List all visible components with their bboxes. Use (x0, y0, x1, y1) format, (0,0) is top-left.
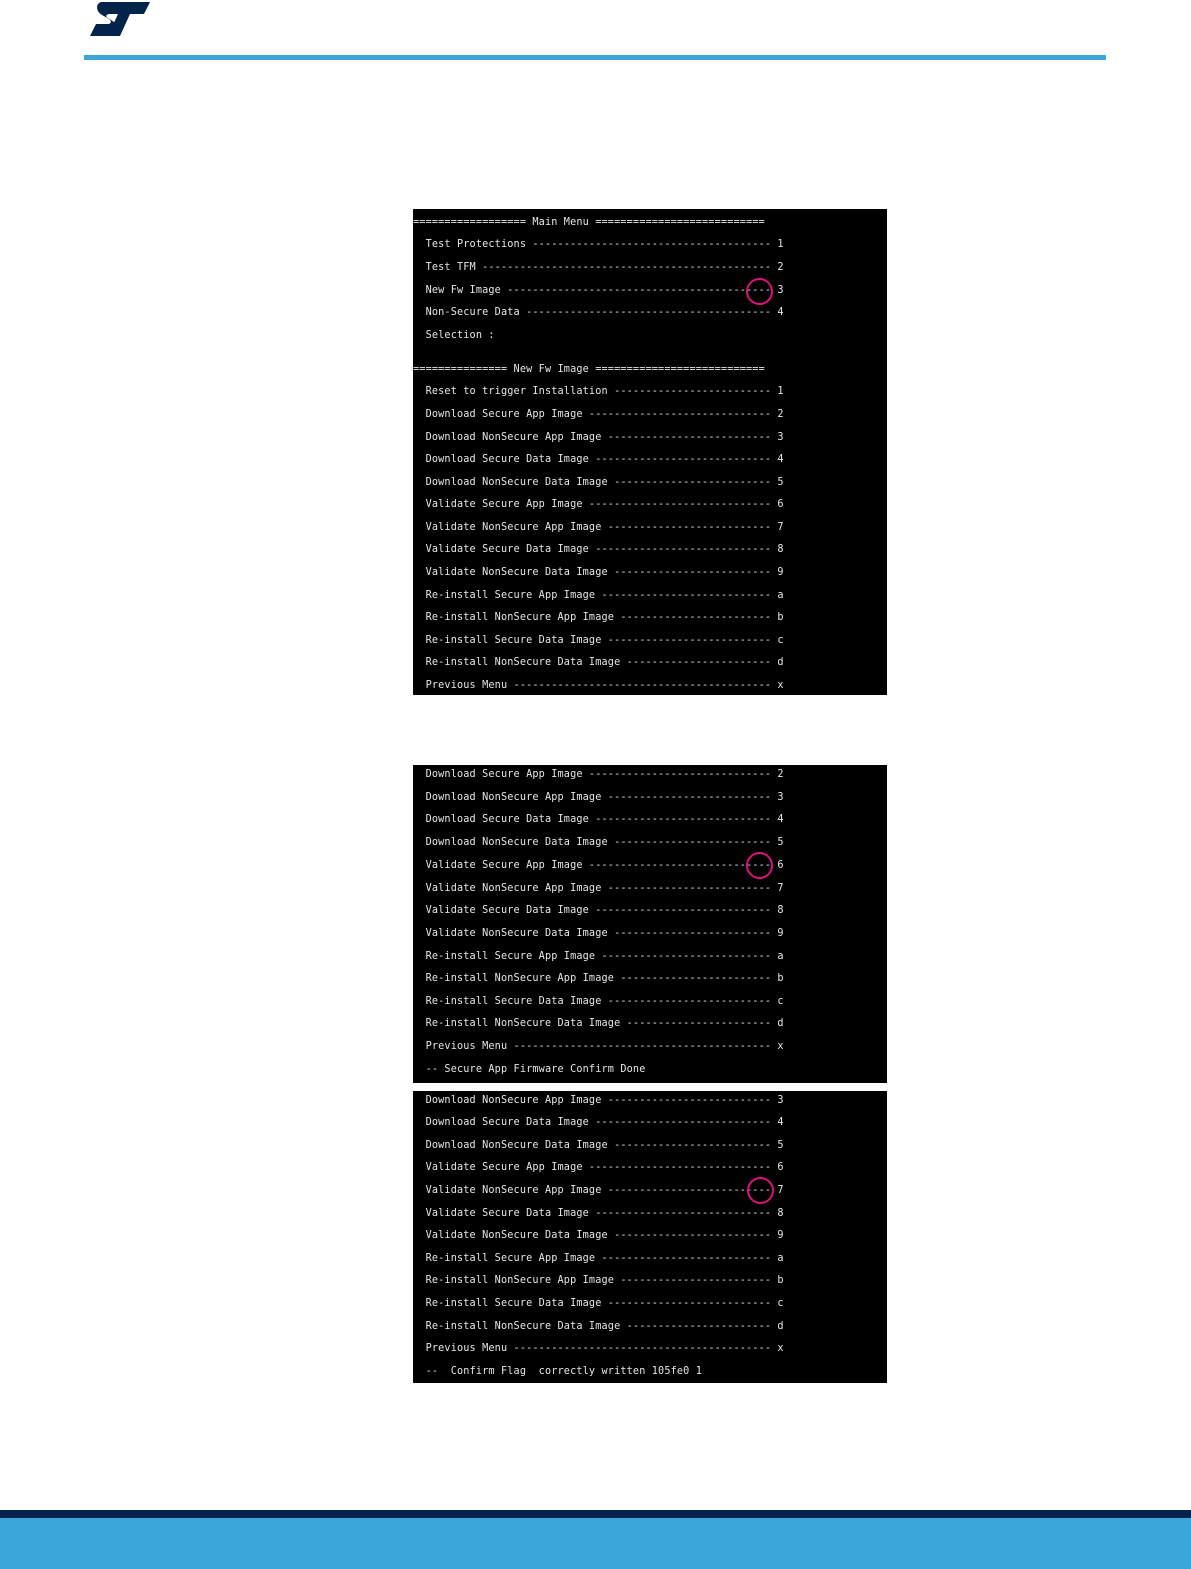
terminal-line: Previous Menu ----------------------------------------- x (413, 680, 784, 691)
terminal-line: Download NonSecure App Image -------------------------- 3 (413, 432, 784, 443)
terminal-line: Download NonSecure Data Image ------------------------- 5 (413, 477, 784, 488)
terminal-line: Download NonSecure Data Image ------------------------- 5 (413, 837, 784, 848)
terminal-line: Validate Secure App Image ----------------------------- 6 (413, 1162, 784, 1173)
terminal-line: Validate Secure Data Image ---------------------------- 8 (413, 1208, 784, 1219)
terminal-line: New Fw Image ------------------------------------------ 3 (413, 285, 784, 296)
header-divider (84, 55, 1106, 60)
terminal-line: Validate NonSecure App Image -------------------------- 7 (413, 1185, 784, 1196)
terminal-line: -- Confirm Flag correctly written 105fe0 1 (413, 1366, 703, 1377)
terminal-validate-nonsecure-app (413, 1091, 887, 1383)
selection-marker-validate-secure-app (746, 852, 773, 879)
terminal-line: Download Secure App Image ----------------------------- 2 (413, 769, 784, 780)
terminal-line: Reset to trigger Installation ------------------------- 1 (413, 386, 784, 397)
terminal-line: Re-install NonSecure Data Image ----------------------- d (413, 1321, 784, 1332)
terminal-line: Re-install NonSecure App Image ------------------------ b (413, 973, 784, 984)
footer-dark-rule (0, 1510, 1191, 1518)
terminal-line: =============== New Fw Image =========================== (413, 364, 765, 375)
selection-marker-validate-nonsecure-app (747, 1177, 774, 1204)
terminal-line: Validate Secure App Image ----------------------------- 6 (413, 860, 784, 871)
terminal-line: Validate NonSecure App Image -------------------------- 7 (413, 883, 784, 894)
terminal-line: Previous Menu ----------------------------------------- x (413, 1343, 784, 1354)
terminal-line: Re-install NonSecure Data Image ----------------------- d (413, 1018, 784, 1029)
terminal-line: Re-install NonSecure App Image ------------------------ b (413, 612, 784, 623)
terminal-line: Validate NonSecure Data Image ------------------------- 9 (413, 1230, 784, 1241)
terminal-line: Re-install Secure Data Image -------------------------- c (413, 1298, 784, 1309)
terminal-line: Download Secure App Image ----------------------------- 2 (413, 409, 784, 420)
terminal-line: Download NonSecure App Image -------------------------- 3 (413, 792, 784, 803)
terminal-validate-secure-app (413, 765, 887, 1083)
terminal-line: Validate NonSecure App Image -------------------------- 7 (413, 522, 784, 533)
terminal-line: Download Secure Data Image ---------------------------- 4 (413, 1117, 784, 1128)
selection-marker-new-fw-image (746, 278, 773, 305)
terminal-line: Selection : (413, 330, 495, 341)
st-logo-icon (84, 0, 154, 40)
terminal-line: Re-install NonSecure Data Image ----------------------- d (413, 657, 784, 668)
footer-band (0, 1518, 1191, 1569)
terminal-line: Previous Menu ----------------------------------------- x (413, 1041, 784, 1052)
terminal-line: Re-install Secure Data Image -------------------------- c (413, 996, 784, 1007)
terminal-line: Validate Secure Data Image ---------------------------- 8 (413, 544, 784, 555)
terminal-line: Download Secure Data Image ---------------------------- 4 (413, 454, 784, 465)
terminal-line: Validate NonSecure Data Image ------------------------- 9 (413, 567, 784, 578)
terminal-line: Test Protections -------------------------------------- 1 (413, 239, 784, 250)
terminal-line: Download NonSecure Data Image ------------------------- 5 (413, 1140, 784, 1151)
terminal-line: Non-Secure Data --------------------------------------- 4 (413, 307, 784, 318)
terminal-line: Test TFM ---------------------------------------------- 2 (413, 262, 784, 273)
terminal-line: Download NonSecure App Image -------------------------- 3 (413, 1095, 784, 1106)
terminal-line: Validate NonSecure Data Image ------------------------- 9 (413, 928, 784, 939)
terminal-line: Download Secure Data Image ---------------------------- 4 (413, 814, 784, 825)
terminal-line: Re-install Secure App Image --------------------------- a (413, 590, 784, 601)
terminal-line: -- Secure App Firmware Confirm Done (413, 1064, 646, 1075)
terminal-main-menu (413, 209, 887, 695)
terminal-line: Re-install Secure Data Image -------------------------- c (413, 635, 784, 646)
terminal-line: ================== Main Menu =========================== (413, 217, 765, 228)
terminal-line: Re-install NonSecure App Image ------------------------ b (413, 1275, 784, 1286)
terminal-line: Validate Secure Data Image ---------------------------- 8 (413, 905, 784, 916)
terminal-line: Re-install Secure App Image --------------------------- a (413, 1253, 784, 1264)
terminal-line: Validate Secure App Image ----------------------------- 6 (413, 499, 784, 510)
terminal-line: Re-install Secure App Image --------------------------- a (413, 951, 784, 962)
